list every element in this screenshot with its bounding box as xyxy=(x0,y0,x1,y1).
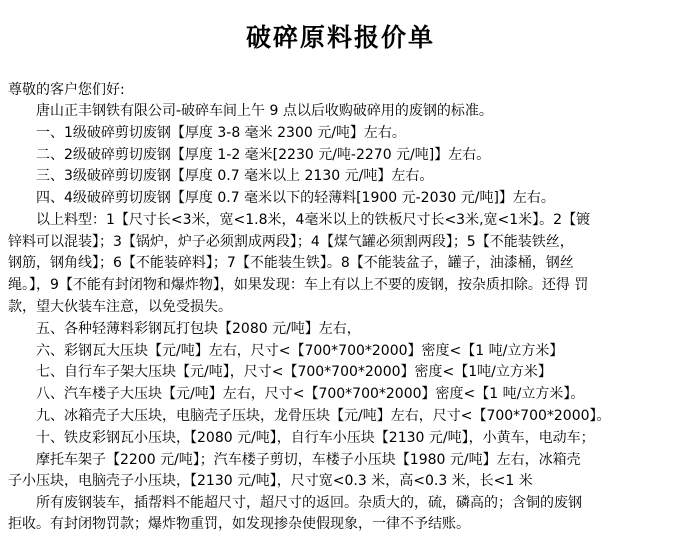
closing-line: 所有废钢装车，插帮料不能超尺寸，超尺寸的返回。杂质大的，硫，磷高的；含铜的废钢 xyxy=(36,495,582,511)
item-7: 七、自行车子架大压块【元/吨】，尺寸<【700*700*2000】密度<【1吨/立方米】 xyxy=(36,364,552,380)
intro-text: 唐山正丰钢铁有限公司-破碎车间上午 9 点以后收购破碎用的废钢的标准。 xyxy=(36,103,493,119)
item-5: 五、各种轻薄料彩钢瓦打包块【2080 元/吨】左右， xyxy=(36,321,361,337)
item-8: 八、汽车楼子大压块【元/吨】左右，尺寸<【700*700*2000】密度<【1 吨/立方米】。 xyxy=(36,386,585,402)
item-10-line: 十、铁皮彩钢瓦小压块，【2080 元/吨】，自行车小压块【2130 元/吨】，小黄车，电动车； xyxy=(36,430,595,446)
closing-line: 拒收。有封闭物罚款；爆炸物重罚，如发现掺杂使假现象，一律不予结账。 xyxy=(8,516,470,532)
greeting: 尊敬的客户您们好: xyxy=(8,82,125,98)
item-10-line: 子小压块，电脑壳子小压块，【2130 元/吨】，尺寸宽<0.3 米，高<0.3 米，长<1 米 xyxy=(8,473,533,489)
item-4: 四、4级破碎剪切废钢【厚度 0.7 毫米以下的轻薄料[1900 元-2030 元/吨]】左右。 xyxy=(36,190,555,206)
document-title: 破碎原料报价单 xyxy=(245,23,435,52)
item-10-line: 摩托车架子【2200 元/吨】；汽车楼子剪切，车楼子小压块【1980 元/吨】左右，冰箱壳 xyxy=(36,452,581,468)
item-2: 二、2级破碎剪切废钢【厚度 1-2 毫米[2230 元/吨-2270 元/吨]】左右。 xyxy=(36,147,491,163)
item-3: 三、3级破碎剪切废钢【厚度 0.7 毫米以上 2130 元/吨】左右。 xyxy=(36,168,434,184)
item-6: 六、彩钢瓦大压块【元/吨】左右，尺寸<【700*700*2000】密度<【1 吨/立方米】 xyxy=(36,343,564,359)
materials-line: 锌料可以混装】；3【锅炉，炉子必须割成两段】；4【煤气罐必须割两段】；5【不能装铁丝， xyxy=(8,234,574,250)
item-9: 九、冰箱壳子大压块，电脑壳子压块，龙骨压块【元/吨】左右，尺寸<【700*700*2000】。 xyxy=(36,408,611,424)
item-1: 一、1级破碎剪切废钢【厚度 3-8 毫米 2300 元/吨】左右。 xyxy=(36,125,406,141)
materials-line: 钢筋，钢角线】；6【不能装碎料】；7【不能装生铁】。8【不能装盆子，罐子，油漆桶，钢丝 xyxy=(8,255,574,271)
materials-line: 绳。】，9【不能有封闭物和爆炸物】，如果发现：车上有以上不要的废钢，按杂质扣除。还得 罚 xyxy=(8,277,589,293)
materials-line: 款，望大伙装车注意，以免受损失。 xyxy=(8,299,232,315)
materials-line: 以上料型：1【尺寸长<3米，宽<1.8米，4毫米以上的铁板尺寸长<3米,宽<1米】。2【镀 xyxy=(36,212,591,228)
